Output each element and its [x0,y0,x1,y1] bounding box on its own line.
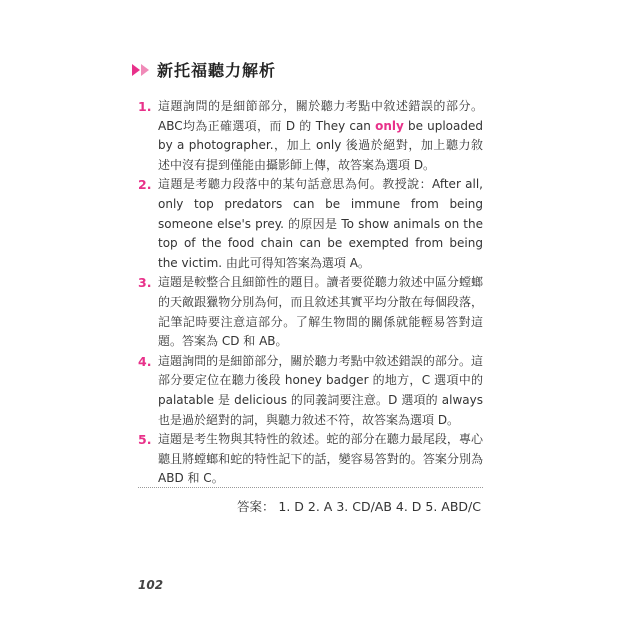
highlight-word: only [375,118,404,133]
item-text: 這題詢問的是細節部分，關於聽力考點中敘述錯誤的部分。這部分要定位在聽力後段 honey badger 的地方，C 選項中的 palatable 是 delicious 的同義詞要注意。D 選項的 always 也是過於絕對的詞，與聽力敘述不符，故答案為選項 D。 [158,353,483,427]
answer-summary: 答案： 1. D 2. A 3. CD/AB 4. D 5. ABD/C [236,499,481,514]
item-number: 4. [138,353,152,369]
explanation-item-5 [138,430,483,489]
item-number: 5. [138,432,152,448]
section-title: 新托福聽力解析 [157,61,277,80]
item-number: 2. [138,177,152,193]
item-number: 3. [138,275,152,291]
dotted-divider [138,487,483,488]
explanation-item-4 [138,352,483,430]
explanation-item-1 [138,97,483,175]
explanation-item-2 [138,175,483,273]
section-header [132,58,276,81]
explanation-item-3 [138,273,483,351]
double-arrow-icon [132,64,150,76]
item-text: 這題是較整合且細節性的題目。讀者要從聽力敘述中區分螳螂的天敵跟獵物分別為何，而且敘述其實平均分散在每個段落，記筆記時要注意這部分。了解生物間的關係就能輕易答對這題。答案為 CD 和 AB。 [158,275,483,349]
item-text: 這題是考聽力段落中的某句話意思為何。教授說：After all, only top predators can be immune from being someone else's prey. 的原因是 To show animals on the top of the food chain can be exempted from being the victim. 由此可得知答案為選項 A。 [158,177,483,270]
item-number: 1. [138,99,152,114]
page-number: 102 [138,578,164,592]
item-text: 這題是考生物與其特性的敘述。蛇的部分在聽力最尾段，專心聽且將螳螂和蛇的特性記下的話，變容易答對的。答案分別為 ABD 和 C。 [158,432,483,486]
item-text: 這題詢問的是細節部分，關於聽力考點中敘述錯誤的部分。ABC均為正確選項，而 D 的 They can only be uploaded by a photographer.，加上 only 後過於絕對，加上聽力敘述中沒有提到僅能由攝影師上傳，故答案為選項 D。 [158,99,483,172]
explanation-list [138,97,483,489]
